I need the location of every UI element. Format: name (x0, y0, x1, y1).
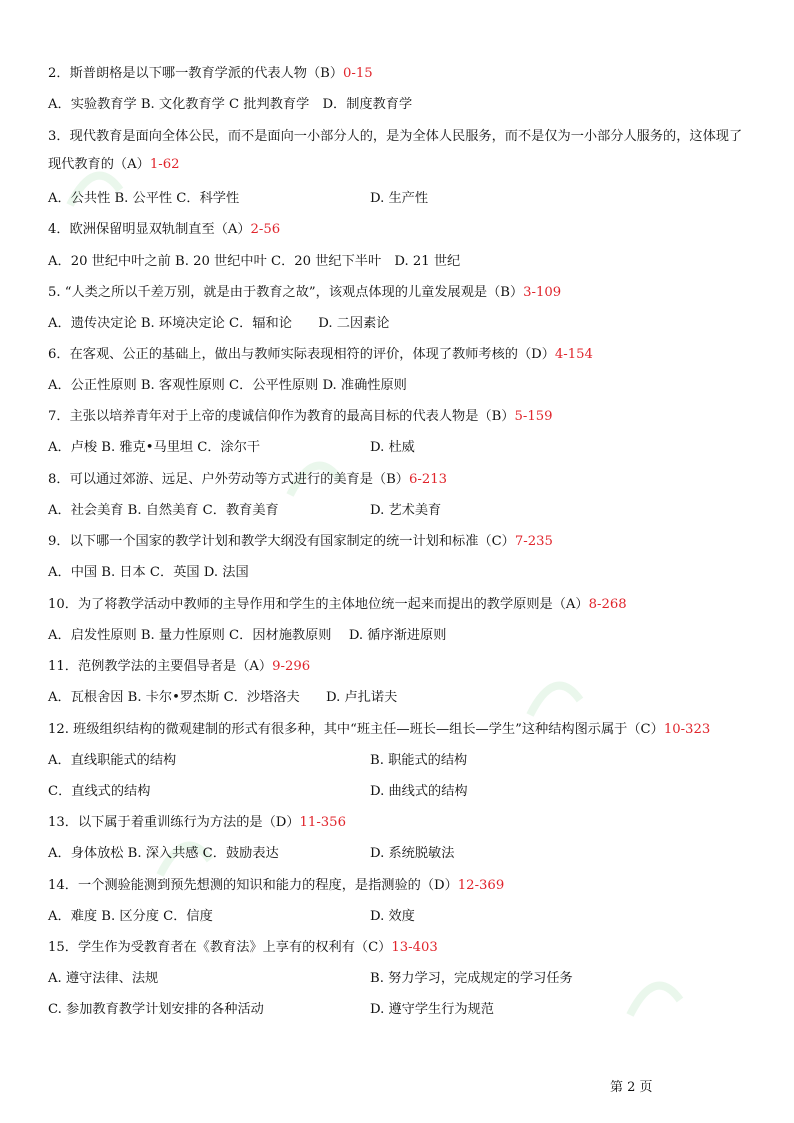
question-stem: 7．主张以培养青年对于上帝的虔诚信仰作为教育的最高目标的代表人物是（B）5-159 (48, 409, 553, 424)
question-options: A．身体放松 B. 深入共感 C．鼓励表达 D. 系统脱敏法 (48, 846, 455, 861)
page-reference: 13-403 (391, 940, 438, 955)
page-reference: 10-323 (663, 722, 711, 737)
page-reference: 5-159 (514, 409, 553, 424)
question-stem: 2．斯普朗格是以下哪一教育学派的代表人物（B）0-15 (48, 66, 373, 81)
page-reference: 1-62 (149, 157, 180, 172)
question-stem: 10．为了将教学活动中教师的主导作用和学生的主体地位统一起来而提出的教学原则是（A）8-268 (48, 597, 627, 612)
question-stem: 3．现代教育是面向全体公民，而不是面向一小部分人的，是为全体人民服务，而不是仅为一小部分人服务的，这体现了现代教育的（A）1-62 (48, 129, 743, 172)
question-stem: 13．以下属于着重训练行为方法的是（D）11-356 (48, 815, 346, 830)
page-reference: 3-109 (523, 285, 562, 300)
page-reference: 2-56 (250, 222, 281, 237)
question-options: A．社会美育 B. 自然美育 C．教育美育 D. 艺术美育 (48, 503, 442, 518)
page-number: 第 2 页 (610, 1080, 653, 1095)
question-options: C. 参加教育教学计划安排的各种活动 D. 遵守学生行为规范 (48, 1002, 494, 1017)
question-stem: 12. 班级组织结构的微观建制的形式有很多种，其中“班主任—班长—组长—学生”这种结构图示属于（C）10-323 (48, 722, 711, 737)
page-reference: 12-369 (457, 878, 505, 893)
page-reference: 4-154 (554, 347, 593, 362)
question-stem: 11．范例教学法的主要倡导者是（A）9-296 (48, 659, 311, 674)
page-reference: 8-268 (588, 597, 627, 612)
question-stem: 8．可以通过郊游、远足、户外劳动等方式进行的美育是（B）6-213 (48, 472, 447, 487)
question-options: A．实验教育学 B. 文化教育学 C 批判教育学 D．制度教育学 (48, 97, 413, 112)
question-options: A．直线职能式的结构 B. 职能式的结构 (48, 753, 468, 768)
page-reference: 11-356 (299, 815, 346, 830)
question-options: A．20 世纪中叶之前 B. 20 世纪中叶 C．20 世纪下半叶 D. 21 世纪 (48, 254, 461, 269)
question-options: A．遗传决定论 B. 环境决定论 C．辐和论 D. 二因素论 (48, 316, 390, 331)
question-options: A．公正性原则 B. 客观性原则 C．公平性原则 D. 准确性原则 (48, 378, 407, 393)
question-stem: 15．学生作为受教育者在《教育法》上享有的权利有（C）13-403 (48, 940, 438, 955)
question-stem: 9．以下哪一个国家的教学计划和教学大纲没有国家制定的统一计划和标准（C）7-235 (48, 534, 553, 549)
question-options: A. 遵守法律、法规 B. 努力学习，完成规定的学习任务 (48, 971, 573, 986)
watermark-mark-icon (520, 660, 590, 730)
question-options: A．中国 B. 日本 C．英国 D. 法国 (48, 565, 249, 580)
question-stem: 14．一个测验能测到预先想测的知识和能力的程度，是指测验的（D）12-369 (48, 878, 505, 893)
question-options: C．直线式的结构 D. 曲线式的结构 (48, 784, 468, 799)
page-reference: 9-296 (272, 659, 311, 674)
page-reference: 6-213 (408, 472, 447, 487)
question-stem: 6．在客观、公正的基础上，做出与教师实际表现相符的评价，体现了教师考核的（D）4-154 (48, 347, 593, 362)
question-options: A．卢梭 B. 雅克•马里坦 C．涂尔干 D. 杜威 (48, 440, 415, 455)
page-reference: 7-235 (514, 534, 553, 549)
question-options: A．公共性 B. 公平性 C．科学性 D. 生产性 (48, 191, 429, 206)
question-options: A．启发性原则 B. 量力性原则 C．因材施教原则 D. 循序渐进原则 (48, 628, 447, 643)
question-stem: 5. “人类之所以千差万别，就是由于教育之故”，该观点体现的儿童发展观是（B）3-109 (48, 285, 562, 300)
question-options: A．瓦根舍因 B. 卡尔•罗杰斯 C．沙塔洛夫 D. 卢扎诺夫 (48, 690, 398, 705)
page-reference: 0-15 (343, 66, 373, 81)
question-stem: 4．欧洲保留明显双轨制直至（A）2-56 (48, 222, 281, 237)
question-options: A．难度 B. 区分度 C．信度 D. 效度 (48, 909, 415, 924)
